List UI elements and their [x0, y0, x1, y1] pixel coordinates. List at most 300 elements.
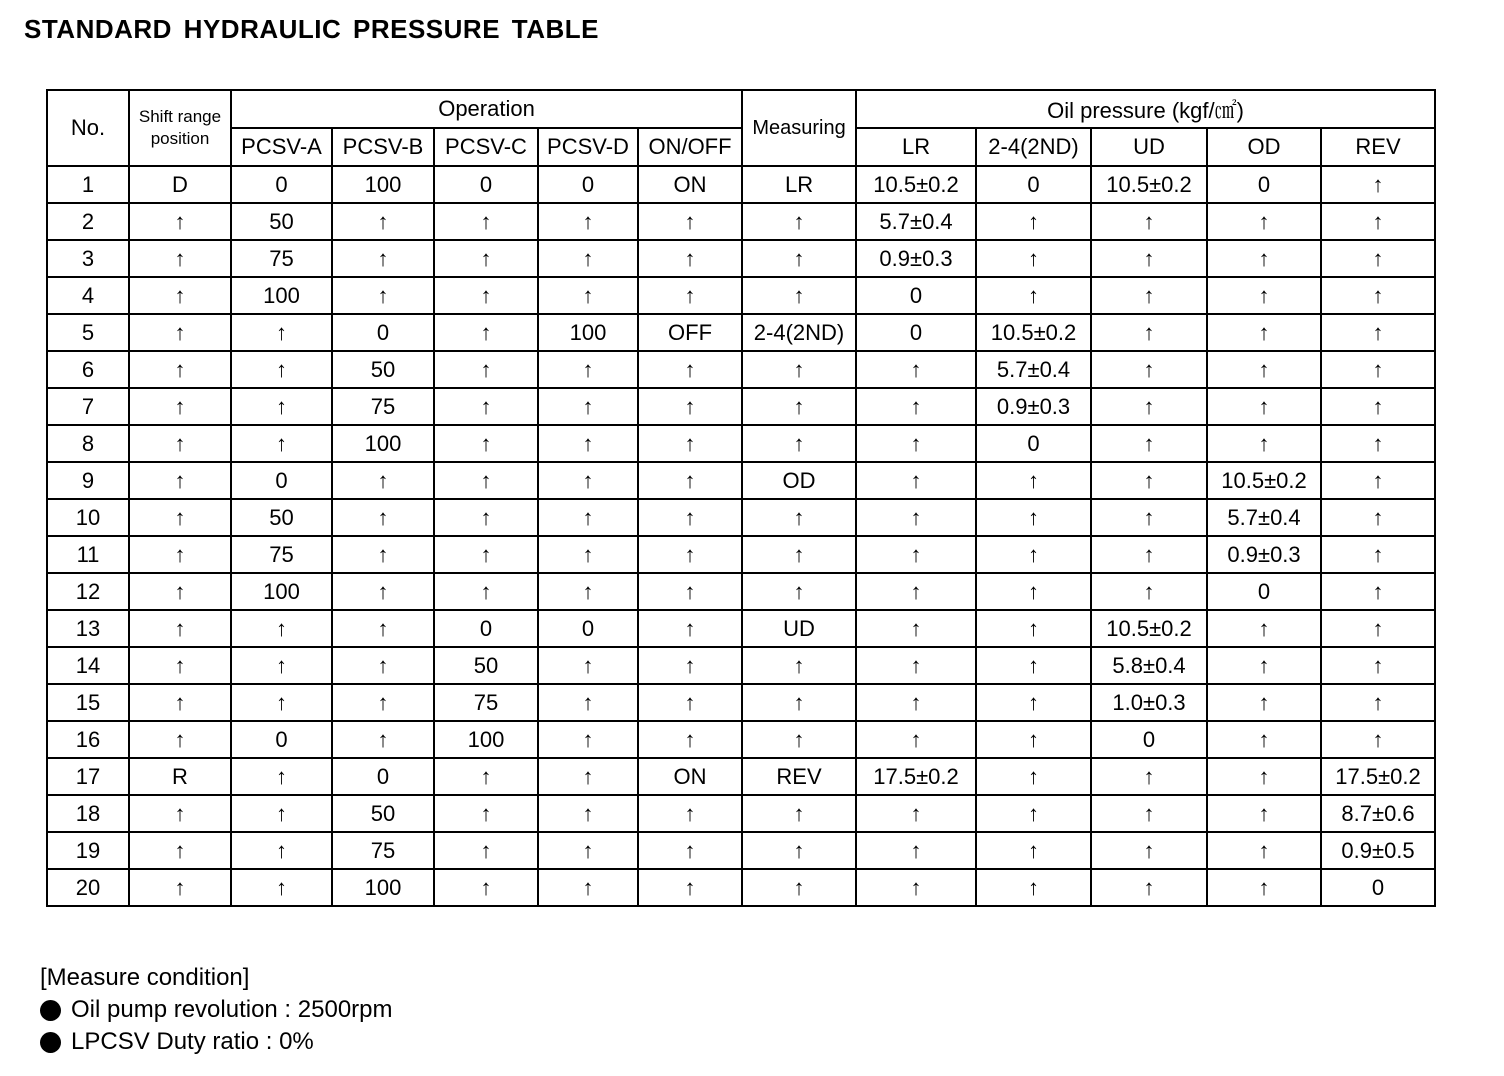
- cell-pcsv-c: ↑: [434, 499, 538, 536]
- cell-on-off: ↑: [638, 684, 742, 721]
- cell-pcsv-b: ↑: [332, 536, 434, 573]
- cell-shift-range: ↑: [129, 462, 231, 499]
- cell-2-4-2nd: ↑: [976, 277, 1091, 314]
- cell-2-4-2nd: 10.5±0.2: [976, 314, 1091, 351]
- cell-2-4-2nd: 5.7±0.4: [976, 351, 1091, 388]
- cell-2-4-2nd: ↑: [976, 240, 1091, 277]
- header-2-4-2nd: 2-4(2ND): [976, 128, 1091, 166]
- cell-measuring: ↑: [742, 499, 856, 536]
- cell-row-no: 19: [47, 832, 129, 869]
- cell-2-4-2nd: 0: [976, 166, 1091, 203]
- cell-ud: ↑: [1091, 388, 1207, 425]
- cell-pcsv-a: ↑: [231, 425, 332, 462]
- cell-od: ↑: [1207, 240, 1321, 277]
- cell-pcsv-d: ↑: [538, 425, 638, 462]
- cell-od: ↑: [1207, 203, 1321, 240]
- cell-row-no: 7: [47, 388, 129, 425]
- cell-ud: ↑: [1091, 536, 1207, 573]
- cell-rev: ↑: [1321, 721, 1435, 758]
- cell-2-4-2nd: ↑: [976, 684, 1091, 721]
- cell-2-4-2nd: ↑: [976, 203, 1091, 240]
- cell-pcsv-b: ↑: [332, 499, 434, 536]
- table-row: [47, 425, 1435, 462]
- cell-rev: 17.5±0.2: [1321, 758, 1435, 795]
- cell-lr: ↑: [856, 721, 976, 758]
- cell-measuring: REV: [742, 758, 856, 795]
- cell-ud: ↑: [1091, 203, 1207, 240]
- cell-pcsv-a: ↑: [231, 610, 332, 647]
- hydraulic-pressure-table: [46, 89, 1436, 907]
- cell-pcsv-d: ↑: [538, 832, 638, 869]
- cell-measuring: ↑: [742, 388, 856, 425]
- cell-lr: 0: [856, 314, 976, 351]
- cell-on-off: ↑: [638, 721, 742, 758]
- cell-lr: ↑: [856, 536, 976, 573]
- cell-pcsv-c: ↑: [434, 314, 538, 351]
- cell-rev: ↑: [1321, 314, 1435, 351]
- cell-shift-range: ↑: [129, 573, 231, 610]
- cell-pcsv-c: ↑: [434, 388, 538, 425]
- cell-row-no: 20: [47, 869, 129, 906]
- cell-pcsv-d: ↑: [538, 758, 638, 795]
- table-row: [47, 647, 1435, 684]
- cell-2-4-2nd: ↑: [976, 462, 1091, 499]
- cell-pcsv-b: ↑: [332, 684, 434, 721]
- cell-row-no: 3: [47, 240, 129, 277]
- cell-pcsv-d: ↑: [538, 388, 638, 425]
- cell-pcsv-a: 100: [231, 573, 332, 610]
- cell-pcsv-d: ↑: [538, 499, 638, 536]
- table-row: [47, 351, 1435, 388]
- cell-lr: ↑: [856, 388, 976, 425]
- cell-pcsv-a: 0: [231, 166, 332, 203]
- header-operation: Operation: [231, 90, 742, 128]
- cell-pcsv-a: ↑: [231, 869, 332, 906]
- cell-od: ↑: [1207, 795, 1321, 832]
- cell-pcsv-d: 0: [538, 166, 638, 203]
- cell-row-no: 13: [47, 610, 129, 647]
- table-row: [47, 684, 1435, 721]
- table-row: [47, 462, 1435, 499]
- cell-pcsv-d: ↑: [538, 351, 638, 388]
- cell-pcsv-d: ↑: [538, 795, 638, 832]
- cell-on-off: ↑: [638, 388, 742, 425]
- cell-pcsv-d: ↑: [538, 536, 638, 573]
- cell-pcsv-b: ↑: [332, 240, 434, 277]
- cell-row-no: 15: [47, 684, 129, 721]
- header-od: OD: [1207, 128, 1321, 166]
- cell-pcsv-a: ↑: [231, 351, 332, 388]
- cell-ud: ↑: [1091, 425, 1207, 462]
- cell-pcsv-c: ↑: [434, 795, 538, 832]
- cell-pcsv-d: ↑: [538, 462, 638, 499]
- cell-lr: ↑: [856, 351, 976, 388]
- cell-on-off: ↑: [638, 203, 742, 240]
- cell-pcsv-d: 0: [538, 610, 638, 647]
- cell-rev: 8.7±0.6: [1321, 795, 1435, 832]
- measure-condition-heading: [Measure condition]: [40, 964, 250, 991]
- cell-od: 0: [1207, 166, 1321, 203]
- cell-shift-range: ↑: [129, 240, 231, 277]
- cell-on-off: ↑: [638, 240, 742, 277]
- cell-ud: ↑: [1091, 240, 1207, 277]
- cell-2-4-2nd: ↑: [976, 499, 1091, 536]
- cell-pcsv-c: ↑: [434, 203, 538, 240]
- cell-row-no: 1: [47, 166, 129, 203]
- cell-rev: ↑: [1321, 240, 1435, 277]
- cell-rev: ↑: [1321, 166, 1435, 203]
- cell-rev: ↑: [1321, 499, 1435, 536]
- cell-pcsv-b: ↑: [332, 277, 434, 314]
- cell-od: ↑: [1207, 832, 1321, 869]
- cell-rev: ↑: [1321, 536, 1435, 573]
- cell-measuring: ↑: [742, 721, 856, 758]
- table-row: [47, 869, 1435, 906]
- cell-rev: ↑: [1321, 610, 1435, 647]
- cell-pcsv-b: ↑: [332, 610, 434, 647]
- cell-pcsv-c: 75: [434, 684, 538, 721]
- cell-rev: ↑: [1321, 647, 1435, 684]
- cell-on-off: ↑: [638, 425, 742, 462]
- cell-lr: ↑: [856, 832, 976, 869]
- cell-pcsv-c: 100: [434, 721, 538, 758]
- header-rev: REV: [1321, 128, 1435, 166]
- cell-measuring: ↑: [742, 425, 856, 462]
- table-row: [47, 573, 1435, 610]
- cell-pcsv-c: ↑: [434, 832, 538, 869]
- cell-shift-range: ↑: [129, 203, 231, 240]
- cell-lr: ↑: [856, 647, 976, 684]
- cell-pcsv-d: ↑: [538, 869, 638, 906]
- cell-ud: ↑: [1091, 573, 1207, 610]
- condition-text: LPCSV Duty ratio : 0%: [71, 1028, 314, 1055]
- cell-od: ↑: [1207, 758, 1321, 795]
- cell-lr: ↑: [856, 610, 976, 647]
- table-row: [47, 314, 1435, 351]
- cell-measuring: ↑: [742, 573, 856, 610]
- cell-od: ↑: [1207, 684, 1321, 721]
- cell-on-off: ↑: [638, 277, 742, 314]
- cell-ud: 0: [1091, 721, 1207, 758]
- cell-row-no: 9: [47, 462, 129, 499]
- cell-measuring: UD: [742, 610, 856, 647]
- cell-pcsv-b: ↑: [332, 721, 434, 758]
- cell-pcsv-a: 75: [231, 240, 332, 277]
- cell-ud: 10.5±0.2: [1091, 610, 1207, 647]
- cell-pcsv-b: 75: [332, 388, 434, 425]
- cell-row-no: 10: [47, 499, 129, 536]
- cell-rev: ↑: [1321, 277, 1435, 314]
- cell-shift-range: ↑: [129, 610, 231, 647]
- cell-measuring: ↑: [742, 647, 856, 684]
- cell-pcsv-a: ↑: [231, 388, 332, 425]
- cell-rev: ↑: [1321, 351, 1435, 388]
- condition-item: [40, 994, 393, 1026]
- cell-pcsv-b: ↑: [332, 203, 434, 240]
- cell-pcsv-d: ↑: [538, 203, 638, 240]
- cell-pcsv-c: ↑: [434, 536, 538, 573]
- cell-pcsv-c: ↑: [434, 869, 538, 906]
- cell-pcsv-a: 50: [231, 203, 332, 240]
- cell-shift-range: ↑: [129, 721, 231, 758]
- cell-lr: 0.9±0.3: [856, 240, 976, 277]
- cell-rev: 0.9±0.5: [1321, 832, 1435, 869]
- cell-pcsv-a: ↑: [231, 684, 332, 721]
- cell-pcsv-a: ↑: [231, 314, 332, 351]
- cell-measuring: ↑: [742, 795, 856, 832]
- header-pcsv-c: PCSV-C: [434, 128, 538, 166]
- cell-on-off: ↑: [638, 832, 742, 869]
- cell-measuring: ↑: [742, 684, 856, 721]
- cell-measuring: ↑: [742, 869, 856, 906]
- cell-lr: ↑: [856, 869, 976, 906]
- cell-on-off: ↑: [638, 462, 742, 499]
- cell-pcsv-d: ↑: [538, 277, 638, 314]
- cell-row-no: 14: [47, 647, 129, 684]
- header-oil-pressure: Oil pressure (kgf/㎠): [856, 90, 1435, 128]
- cell-od: 10.5±0.2: [1207, 462, 1321, 499]
- cell-od: 0: [1207, 573, 1321, 610]
- cell-pcsv-c: ↑: [434, 462, 538, 499]
- cell-od: ↑: [1207, 388, 1321, 425]
- cell-lr: 5.7±0.4: [856, 203, 976, 240]
- cell-on-off: ↑: [638, 610, 742, 647]
- cell-pcsv-d: ↑: [538, 573, 638, 610]
- table-row: [47, 277, 1435, 314]
- cell-od: ↑: [1207, 277, 1321, 314]
- cell-on-off: ↑: [638, 647, 742, 684]
- table-row: [47, 721, 1435, 758]
- cell-pcsv-c: ↑: [434, 240, 538, 277]
- cell-pcsv-a: 75: [231, 536, 332, 573]
- table-row: [47, 499, 1435, 536]
- cell-shift-range: ↑: [129, 869, 231, 906]
- cell-measuring: ↑: [742, 203, 856, 240]
- cell-row-no: 2: [47, 203, 129, 240]
- cell-od: ↑: [1207, 425, 1321, 462]
- cell-od: ↑: [1207, 647, 1321, 684]
- header-ud: UD: [1091, 128, 1207, 166]
- cell-pcsv-b: 0: [332, 758, 434, 795]
- cell-ud: ↑: [1091, 277, 1207, 314]
- cell-pcsv-a: ↑: [231, 758, 332, 795]
- cell-rev: ↑: [1321, 203, 1435, 240]
- cell-od: ↑: [1207, 721, 1321, 758]
- condition-text: Oil pump revolution : 2500rpm: [71, 996, 393, 1023]
- cell-pcsv-c: ↑: [434, 758, 538, 795]
- cell-pcsv-d: ↑: [538, 240, 638, 277]
- header-pcsv-d: PCSV-D: [538, 128, 638, 166]
- page-title: STANDARD HYDRAULIC PRESSURE TABLE: [24, 14, 599, 44]
- cell-pcsv-c: ↑: [434, 277, 538, 314]
- cell-pcsv-b: ↑: [332, 573, 434, 610]
- cell-row-no: 4: [47, 277, 129, 314]
- cell-od: 5.7±0.4: [1207, 499, 1321, 536]
- cell-lr: ↑: [856, 795, 976, 832]
- cell-lr: 0: [856, 277, 976, 314]
- cell-od: 0.9±0.3: [1207, 536, 1321, 573]
- cell-pcsv-b: 50: [332, 351, 434, 388]
- cell-row-no: 11: [47, 536, 129, 573]
- cell-rev: ↑: [1321, 462, 1435, 499]
- table-row: [47, 795, 1435, 832]
- cell-measuring: OD: [742, 462, 856, 499]
- cell-pcsv-c: 0: [434, 610, 538, 647]
- cell-shift-range: ↑: [129, 684, 231, 721]
- cell-ud: ↑: [1091, 314, 1207, 351]
- header-lr: LR: [856, 128, 976, 166]
- cell-pcsv-a: 100: [231, 277, 332, 314]
- cell-ud: ↑: [1091, 795, 1207, 832]
- cell-measuring: ↑: [742, 351, 856, 388]
- cell-shift-range: ↑: [129, 351, 231, 388]
- cell-row-no: 16: [47, 721, 129, 758]
- cell-row-no: 12: [47, 573, 129, 610]
- cell-shift-range: ↑: [129, 425, 231, 462]
- cell-ud: ↑: [1091, 462, 1207, 499]
- cell-pcsv-a: ↑: [231, 832, 332, 869]
- cell-shift-range: R: [129, 758, 231, 795]
- header-no: No.: [47, 90, 129, 166]
- cell-rev: ↑: [1321, 573, 1435, 610]
- cell-pcsv-c: ↑: [434, 425, 538, 462]
- cell-od: ↑: [1207, 610, 1321, 647]
- cell-ud: 10.5±0.2: [1091, 166, 1207, 203]
- cell-pcsv-a: ↑: [231, 647, 332, 684]
- cell-pcsv-d: ↑: [538, 721, 638, 758]
- cell-lr: 10.5±0.2: [856, 166, 976, 203]
- cell-row-no: 5: [47, 314, 129, 351]
- cell-row-no: 6: [47, 351, 129, 388]
- cell-2-4-2nd: ↑: [976, 536, 1091, 573]
- cell-on-off: ↑: [638, 795, 742, 832]
- cell-lr: ↑: [856, 684, 976, 721]
- cell-ud: ↑: [1091, 869, 1207, 906]
- table-row: [47, 758, 1435, 795]
- cell-pcsv-b: 0: [332, 314, 434, 351]
- cell-shift-range: ↑: [129, 647, 231, 684]
- cell-ud: ↑: [1091, 758, 1207, 795]
- cell-lr: ↑: [856, 462, 976, 499]
- cell-shift-range: ↑: [129, 277, 231, 314]
- cell-pcsv-d: ↑: [538, 684, 638, 721]
- cell-2-4-2nd: ↑: [976, 758, 1091, 795]
- cell-measuring: ↑: [742, 240, 856, 277]
- table-row: [47, 203, 1435, 240]
- cell-2-4-2nd: ↑: [976, 832, 1091, 869]
- table-row: [47, 610, 1435, 647]
- cell-on-off: ↑: [638, 351, 742, 388]
- cell-od: ↑: [1207, 869, 1321, 906]
- cell-rev: ↑: [1321, 388, 1435, 425]
- cell-on-off: ON: [638, 758, 742, 795]
- cell-pcsv-b: 75: [332, 832, 434, 869]
- cell-measuring: ↑: [742, 536, 856, 573]
- measure-condition: [40, 962, 393, 1058]
- cell-pcsv-a: 50: [231, 499, 332, 536]
- cell-rev: 0: [1321, 869, 1435, 906]
- cell-pcsv-a: ↑: [231, 795, 332, 832]
- cell-2-4-2nd: ↑: [976, 610, 1091, 647]
- cell-pcsv-b: 100: [332, 425, 434, 462]
- cell-pcsv-c: 50: [434, 647, 538, 684]
- cell-row-no: 8: [47, 425, 129, 462]
- table-row: [47, 240, 1435, 277]
- cell-pcsv-a: 0: [231, 721, 332, 758]
- cell-pcsv-a: 0: [231, 462, 332, 499]
- cell-lr: 17.5±0.2: [856, 758, 976, 795]
- table-row: [47, 388, 1435, 425]
- cell-shift-range: ↑: [129, 314, 231, 351]
- cell-pcsv-d: ↑: [538, 647, 638, 684]
- header-pcsv-b: PCSV-B: [332, 128, 434, 166]
- cell-2-4-2nd: ↑: [976, 573, 1091, 610]
- cell-ud: 5.8±0.4: [1091, 647, 1207, 684]
- cell-lr: ↑: [856, 573, 976, 610]
- cell-rev: ↑: [1321, 684, 1435, 721]
- cell-on-off: OFF: [638, 314, 742, 351]
- cell-shift-range: D: [129, 166, 231, 203]
- header-on-off: ON/OFF: [638, 128, 742, 166]
- table-row: [47, 832, 1435, 869]
- cell-lr: ↑: [856, 499, 976, 536]
- cell-row-no: 18: [47, 795, 129, 832]
- cell-measuring: ↑: [742, 277, 856, 314]
- table-row: [47, 536, 1435, 573]
- condition-item: [40, 1026, 393, 1058]
- cell-rev: ↑: [1321, 425, 1435, 462]
- cell-shift-range: ↑: [129, 795, 231, 832]
- header-measuring: Measuring: [742, 90, 856, 166]
- cell-2-4-2nd: ↑: [976, 869, 1091, 906]
- header-shift-range: Shift range position: [129, 90, 231, 166]
- cell-shift-range: ↑: [129, 499, 231, 536]
- cell-shift-range: ↑: [129, 832, 231, 869]
- cell-lr: ↑: [856, 425, 976, 462]
- cell-pcsv-b: 100: [332, 166, 434, 203]
- cell-shift-range: ↑: [129, 536, 231, 573]
- cell-2-4-2nd: ↑: [976, 721, 1091, 758]
- cell-ud: ↑: [1091, 832, 1207, 869]
- table-body: [47, 166, 1435, 906]
- bullet-icon: [40, 1000, 61, 1021]
- cell-pcsv-b: 50: [332, 795, 434, 832]
- cell-pcsv-d: 100: [538, 314, 638, 351]
- table-row: [47, 166, 1435, 203]
- cell-on-off: ↑: [638, 869, 742, 906]
- cell-ud: ↑: [1091, 351, 1207, 388]
- cell-pcsv-b: ↑: [332, 647, 434, 684]
- cell-measuring: 2-4(2ND): [742, 314, 856, 351]
- cell-od: ↑: [1207, 314, 1321, 351]
- cell-ud: 1.0±0.3: [1091, 684, 1207, 721]
- cell-row-no: 17: [47, 758, 129, 795]
- cell-2-4-2nd: 0: [976, 425, 1091, 462]
- cell-on-off: ON: [638, 166, 742, 203]
- bullet-icon: [40, 1032, 61, 1053]
- cell-on-off: ↑: [638, 573, 742, 610]
- cell-2-4-2nd: ↑: [976, 795, 1091, 832]
- header-pcsv-a: PCSV-A: [231, 128, 332, 166]
- cell-pcsv-b: 100: [332, 869, 434, 906]
- cell-on-off: ↑: [638, 536, 742, 573]
- cell-on-off: ↑: [638, 499, 742, 536]
- cell-2-4-2nd: ↑: [976, 647, 1091, 684]
- cell-pcsv-c: ↑: [434, 573, 538, 610]
- cell-pcsv-c: ↑: [434, 351, 538, 388]
- cell-od: ↑: [1207, 351, 1321, 388]
- cell-shift-range: ↑: [129, 388, 231, 425]
